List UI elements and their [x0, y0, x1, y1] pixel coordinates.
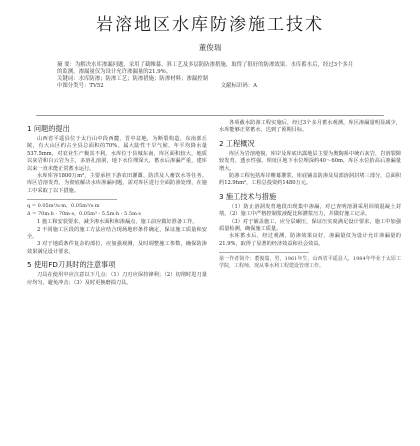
abstract-text: 摘 要：为解决水库渗漏问题，采用了截帷幕、斜工艺及多层防防渗措施，取得了很好的防渗效果。水库蓄水后，经过3个多月的监测，渗漏量仅为设计允许渗漏量的21.9%。	[57, 62, 354, 75]
list-paragraph-3: 3 对于地质条件复杂的部位，应加强观测，及时调整施工参数，确保防渗效果满足设计要求。	[27, 241, 207, 255]
right-column	[219, 120, 401, 270]
keywords: 关键词：水库防渗；防渗工艺；防渗措施；防渗材料；渗漏控制	[57, 76, 208, 82]
list-paragraph-2: 2 不同施工区段的施工方法应结合现场地形条件确定，保证施工质量和安全。	[27, 226, 207, 241]
document-code: 文献标识码：A	[220, 83, 257, 89]
section-2-heading: 2 工程概况	[219, 138, 255, 148]
section-5-heading: 5 使用FD刀具时的注意事项	[27, 260, 116, 270]
section-2-paragraph-2: 防渗工程包括库岸帷幕灌浆、库底铺盖防渗及局部溶洞封堵三部分，总面积约12.9hm²，工程总投资约1480万元。	[219, 173, 401, 187]
section-2-paragraph-1: 库区为岩溶地貌，库岸及库底出露地层主要为奥陶系中统石灰岩，岩溶裂隙较发育，透水性强。坝址区地下水位埋深约40～60m，库区水位抬高后渗漏量增大。	[219, 150, 401, 172]
paper-title: 岩溶地区水库防渗施工技术	[96, 15, 324, 35]
section-1-paragraph-2: 水库库容1800万m³，主要承担下游农田灌溉、防洪及人畜饮水等任务。库区岩溶发育，为彻底解决水库渗漏问题，需对库区进行全面防渗处理，在施工中采取了以下措施。	[27, 173, 207, 194]
abstract-block	[57, 62, 357, 90]
section-1-heading: 1 问题的提出	[27, 124, 70, 133]
author-name: 董俊瑞	[198, 43, 222, 52]
formula-2: Δ = 70m·h - 70m·s，0.05m³ - 5.5m·h - 5.5m·s	[27, 211, 141, 218]
footnote-rule	[219, 252, 309, 253]
author-footnote: 第一作者简介：董俊瑞，男，1961年生，山西省平遥县人，1984年毕业于太原工学院，工程师，现从事水利工程建设管理工作。	[219, 256, 401, 270]
header-divider	[36, 115, 384, 116]
left-column	[27, 120, 207, 287]
formula-1: q = 0.05m³/s·m，0.05m³/s·m	[27, 203, 100, 210]
intro-paragraph: 各项截水防渗工程实施后，经过3个多月蓄水观测，库区渗漏量明显减少，水库能够正常蓄水，达到了预期目标。	[219, 120, 401, 134]
section-5-paragraph-1: 刀具在使用中应注意以下几点：（1）刀刃应保持锋利；（2）切削时进刀量应均匀，避免冲击；（3）及时更换磨损刀具。	[27, 272, 207, 286]
section-1-paragraph-1: 山西省平遥县位于太行山中段西麓，晋中盆地，为断裂构造，东南部丘陵，有大山区约占全县总面积的70%。属大陆性干旱气候，年平均降水量537.5mm，对农业生产极其不利。水库位于县城东南，库区面积较大，地质以灰岩和白云岩为主，多溶孔溶洞，地下水位埋深大，蓄水后渗漏严重，建库以来一直未能正常蓄水运行。	[27, 136, 207, 172]
section-3-heading: 3 施工技术与措施	[219, 191, 277, 201]
section-3-paragraph-2: （3）对于铺盖施工，应分层碾压，保证压实度满足设计要求，施工中加强质量检测，确保施工质量。	[219, 218, 401, 233]
section-3-paragraph-1: （1）防止溶洞发育地段出现集中渗漏，对已查明溶洞采用回填混凝土封堵。（2）施工中严格控制浆液配比和灌浆压力，并做好施工记录。	[219, 203, 401, 218]
list-paragraph-1: 1 施工和安装要求，减少渗水面积和渗漏点，施工前应做好准备工作。	[37, 219, 198, 226]
classification-row	[57, 83, 257, 90]
formula-rule	[27, 199, 117, 200]
classification-code: 中图分类号：TV52	[57, 83, 104, 89]
section-4-paragraph: 水库蓄水后，经过观测，防渗效果良好，渗漏量仅为设计允许渗漏量的21.9%，取得了显著的经济效益和社会效益。	[219, 233, 401, 247]
